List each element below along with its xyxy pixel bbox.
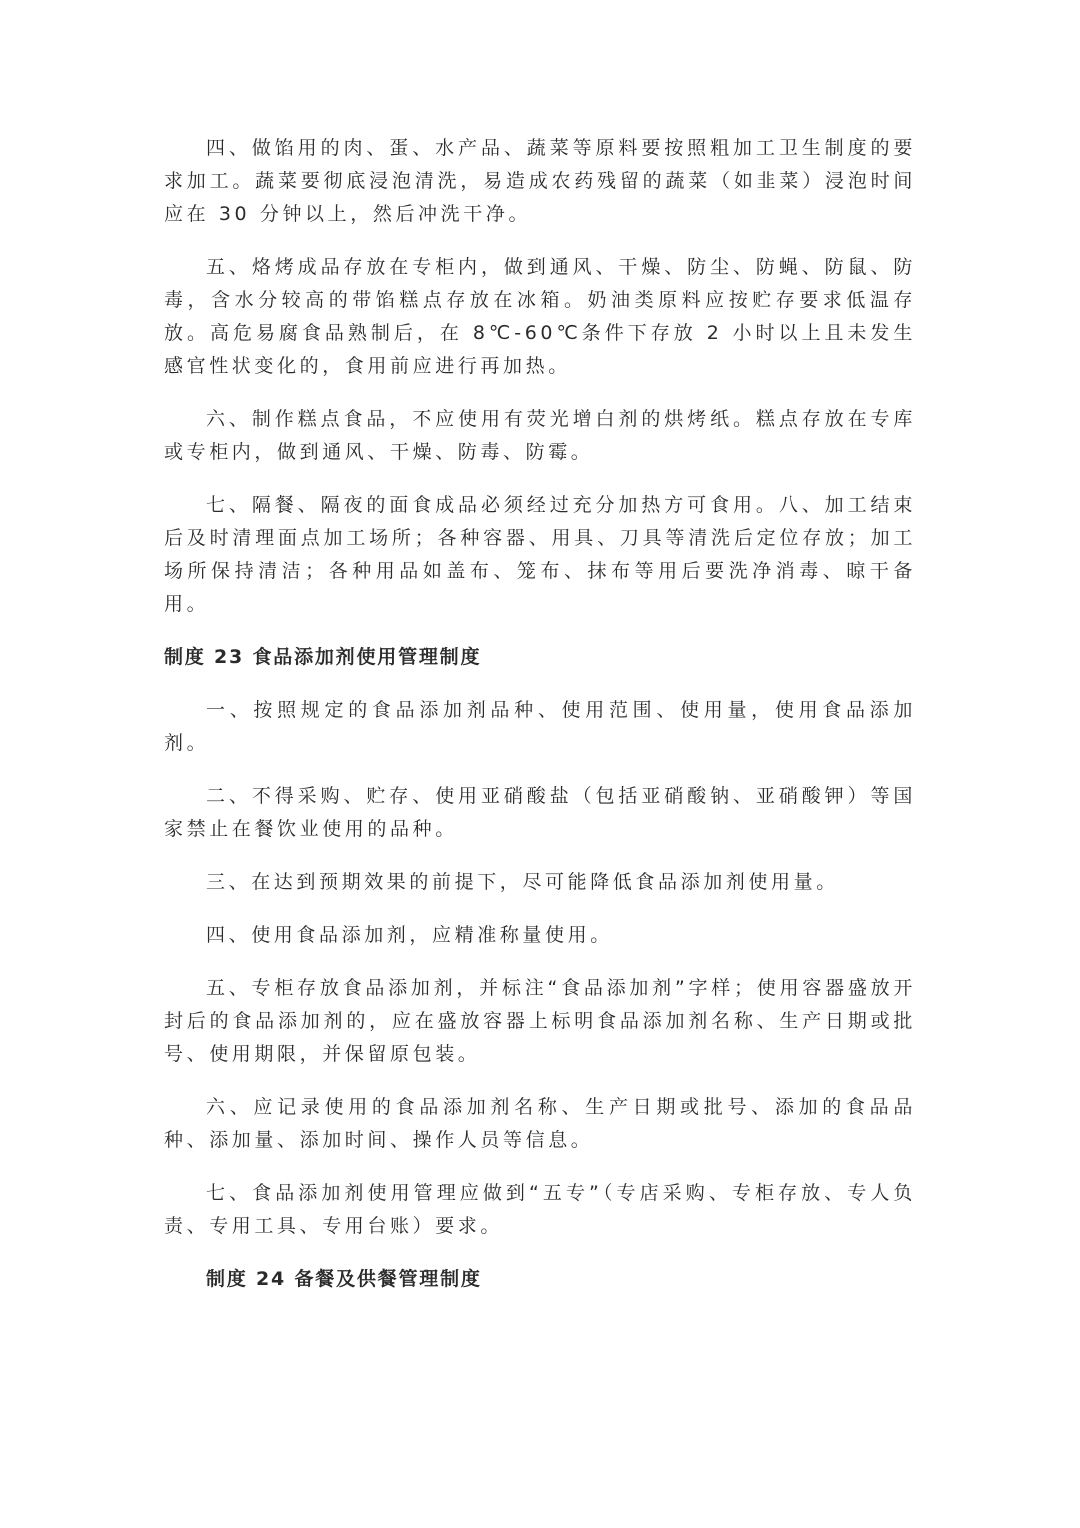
paragraph-item-5: 五、烙烤成品存放在专柜内，做到通风、干燥、防尘、防蝇、防鼠、防毒，含水分较高的带馅糕点存放在冰箱。奶油类原料应按贮存要求低温存放。高危易腐食品熟制后，在 8℃-60℃条件下存放 2 小时以上且未发生感官性状变化的，食用前应进行再加热。	[164, 256, 916, 377]
additive-rule-5: 五、专柜存放食品添加剂，并标注“食品添加剂”字样；使用容器盛放开封后的食品添加剂的，应在盛放容器上标明食品添加剂名称、生产日期或批号、使用期限，并保留原包装。	[164, 977, 916, 1065]
paragraph-item-6: 六、制作糕点食品，不应使用有荧光增白剂的烘烤纸。糕点存放在专库或专柜内，做到通风、干燥、防毒、防霉。	[164, 408, 916, 463]
paragraph-item-4: 四、做馅用的肉、蛋、水产品、蔬菜等原料要按照粗加工卫生制度的要求加工。蔬菜要彻底浸泡清洗，易造成农药残留的蔬菜（如韭菜）浸泡时间应在 30 分钟以上，然后冲洗干净。	[164, 137, 916, 225]
section-heading-24: 制度 24 备餐及供餐管理制度	[206, 1268, 482, 1290]
paragraph-item-7-8: 七、隔餐、隔夜的面食成品必须经过充分加热方可食用。八、加工结束后及时清理面点加工场所；各种容器、用具、刀具等清洗后定位存放；加工场所保持清洁；各种用品如盖布、笼布、抹布等用后要洗净消毒、晾干备用。	[164, 494, 916, 615]
section-heading-23: 制度 23 食品添加剂使用管理制度	[164, 646, 482, 668]
additive-rule-4: 四、使用食品添加剂，应精准称量使用。	[206, 924, 613, 946]
additive-rule-2: 二、不得采购、贮存、使用亚硝酸盐（包括亚硝酸钠、亚硝酸钾）等国家禁止在餐饮业使用的品种。	[164, 785, 916, 840]
additive-rule-3: 三、在达到预期效果的前提下，尽可能降低食品添加剂使用量。	[206, 871, 839, 893]
additive-rule-1: 一、按照规定的食品添加剂品种、使用范围、使用量，使用食品添加剂。	[164, 699, 916, 754]
additive-rule-7: 七、食品添加剂使用管理应做到“五专”（专店采购、专柜存放、专人负责、专用工具、专用台账）要求。	[164, 1182, 916, 1237]
document-body	[164, 132, 916, 1316]
additive-rule-6: 六、应记录使用的食品添加剂名称、生产日期或批号、添加的食品品种、添加量、添加时间、操作人员等信息。	[164, 1096, 916, 1151]
